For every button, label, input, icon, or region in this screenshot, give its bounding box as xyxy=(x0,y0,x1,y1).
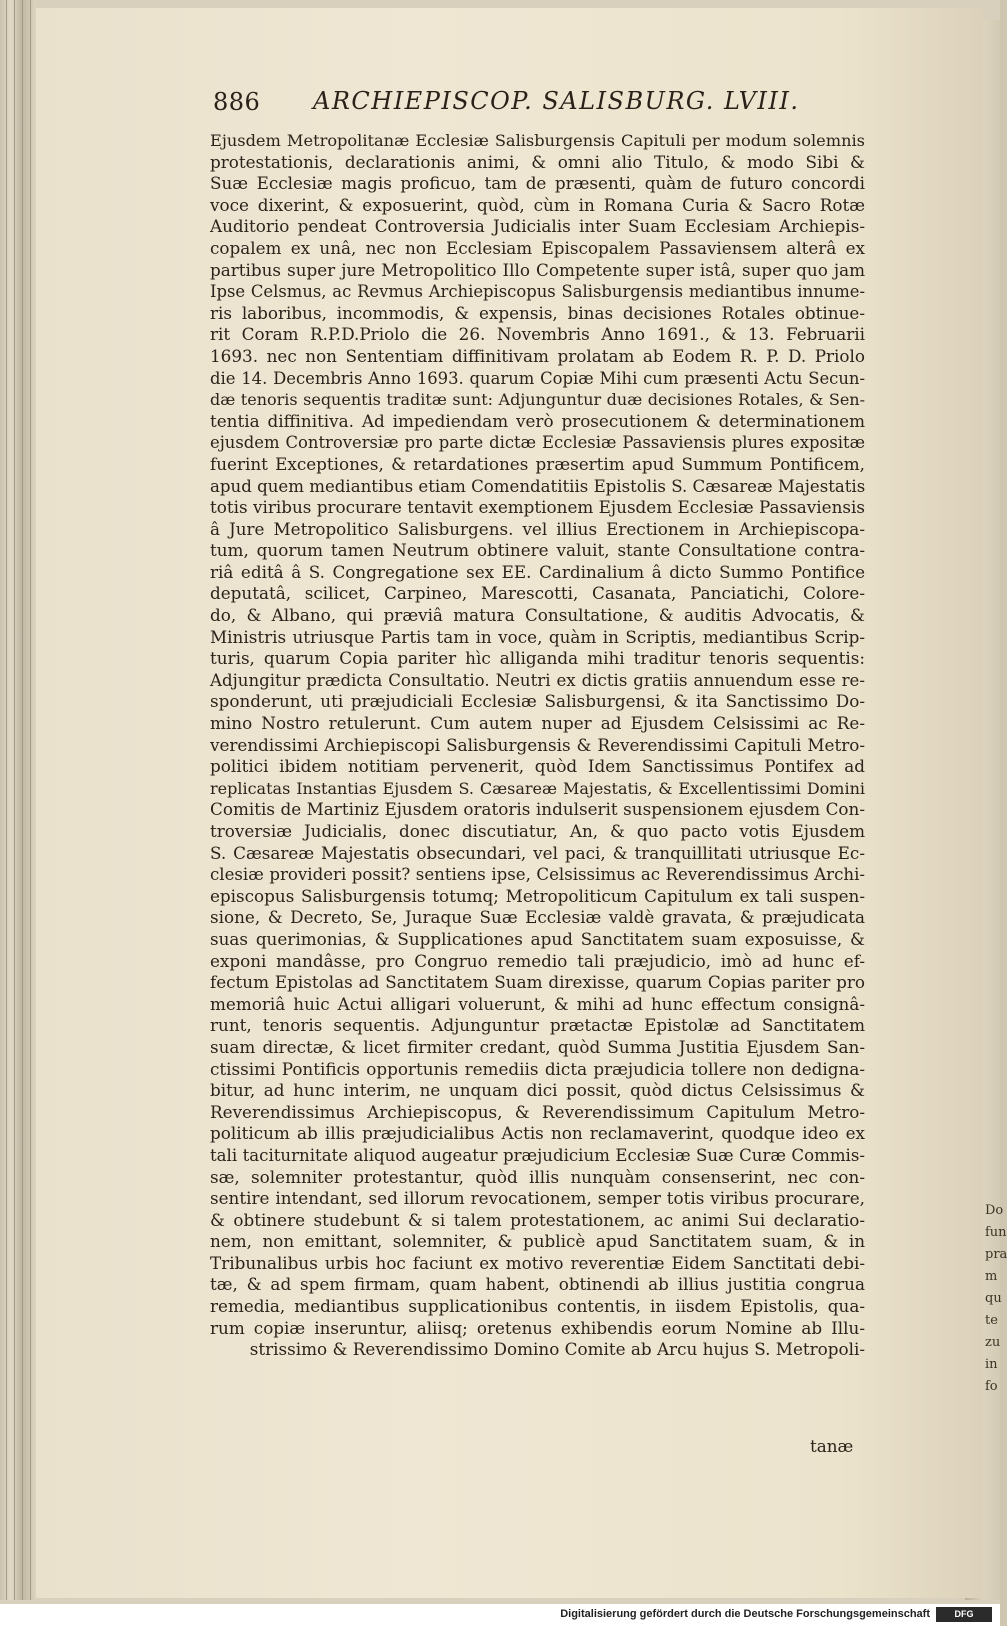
text-line: riâ editâ â S. Congregatione sex EE. Cardinalium â dicto Summo Pontifice xyxy=(210,561,865,582)
text-line: Adjungitur prædicta Consultatio. Neutri ex dictis gratiis annuendum esse re- xyxy=(210,670,865,690)
text-line: ejusdem Controversiæ pro parte dictæ Ecclesiæ Passaviensis plures expositæ xyxy=(210,433,865,453)
text-line: protestationis, declarationis animi, & omni alio Titulo, & modo Sibi & xyxy=(210,151,865,172)
text-line: ris laboribus, incommodis, & expensis, binas decisiones Rotales obtinue- xyxy=(210,302,865,323)
text-line: deputatâ, scilicet, Carpineo, Marescotti, Casanata, Panciatichi, Colore- xyxy=(210,583,865,604)
text-line: copalem ex unâ, nec non Ecclesiam Episcopalem Passaviensem alterâ ex xyxy=(210,237,865,258)
text-line: Ipse Celsmus, ac Revmus Archiepiscopus Salisburgensis mediantibus innume- xyxy=(210,282,865,302)
text-line: bitur, ad hunc interim, ne unquam dici possit, quòd dictus Celsissimus & xyxy=(210,1080,865,1101)
text-line: voce dixerint, & exposuerint, quòd, cùm in Romana Curia & Sacro Rotæ xyxy=(210,194,865,215)
text-line: Tribunalibus urbis hoc faciunt ex motivo reverentiæ Eidem Sanctitati debi- xyxy=(210,1252,865,1273)
text-line: mino Nostro retulerunt. Cum autem nuper ad Ejusdem Celsissimi ac Re- xyxy=(210,713,865,734)
text-line: apud quem mediantibus etiam Comendatitiis Epistolis S. Cæsareæ Majestatis xyxy=(210,476,866,496)
text-line: ctissimi Pontificis opportunis remediis dicta præjudicia tollere non dedigna- xyxy=(210,1058,865,1079)
text-line: troversiæ Judicialis, donec discutiatur, An, & quo pacto votis Ejusdem xyxy=(210,821,865,841)
text-line: nem, non emittant, solemniter, & publicè apud Sanctitatem suam, & in xyxy=(210,1231,865,1252)
text-line: politici ibidem notitiam pervenerit, quòd Idem Sanctissimus Pontifex ad xyxy=(210,756,865,777)
text-line: die 14. Decembris Anno 1693. quarum Copiæ Mihi cum præsenti Actu Secun- xyxy=(210,368,865,388)
text-line: memoriâ huic Actui alligari voluerunt, & mihi ad hunc effectum consignâ- xyxy=(210,993,865,1014)
text-line: tum, quorum tamen Neutrum obtinere valuit, stante Consultatione contra- xyxy=(210,540,865,561)
text-line: sponderunt, uti præjudiciali Ecclesiæ Salisburgensi, & ita Sanctissimo Do- xyxy=(210,691,865,712)
text-line: clesiæ provideri possit? sentiens ipse, Celsissimus ac Reverendissimus Archi- xyxy=(210,865,865,885)
text-line: sione, & Decreto, Se, Juraque Suæ Ecclesiæ valdè gravata, & præjudicata xyxy=(210,907,865,928)
text-line: sentire intendant, sed illorum revocationem, semper totis viribus procurare, xyxy=(210,1188,865,1209)
text-line: S. Cæsareæ Majestatis obsecundari, vel paci, & tranquillitati utriusque Ec- xyxy=(210,842,865,863)
adjacent-page-text: Do fun pra m qu te zu in fo xyxy=(985,1203,1007,1394)
text-line: Ejusdem Metropolitanæ Ecclesiæ Salisburgensis Capituli per modum solemnis xyxy=(210,131,865,150)
page-number: 886 xyxy=(213,88,261,116)
text-line: dæ tenoris sequentis traditæ sunt: Adjunguntur duæ decisiones Rotales, & Sen- xyxy=(210,390,865,410)
text-line: tali taciturnitate aliquod augeatur præjudicium Ecclesiæ Suæ Curæ Commis- xyxy=(210,1145,865,1165)
text-line: episcopus Salisburgensis totumq; Metropoliticum Capitulum ex tali suspen- xyxy=(210,885,865,906)
text-line: Reverendissimus Archiepiscopus, & Reverendissimum Capitulum Metro- xyxy=(210,1101,865,1122)
text-line: rum copiæ inseruntur, aliisq; oretenus exhibendis eorum Nomine ab Illu- xyxy=(210,1317,865,1338)
text-line: turis, quarum Copia pariter hìc alliganda mihi traditur tenoris sequentis: xyxy=(210,648,865,669)
text-line: politicum ab illis præjudicialibus Actis non reclamaverint, quodque ideo ex xyxy=(210,1123,865,1144)
spine-edge-line xyxy=(30,0,31,1600)
spine-edge-line xyxy=(14,0,15,1600)
text-line: do, & Albano, qui præviâ matura Consultatione, & auditis Advocatis, & xyxy=(210,605,865,626)
page-header xyxy=(213,88,813,116)
text-line: Comitis de Martiniz Ejusdem oratoris indulserit suspensionem ejusdem Con- xyxy=(210,799,865,820)
running-title: ARCHIEPISCOP. SALISBURG. LVIII. xyxy=(313,87,800,115)
text-line: verendissimi Archiepiscopi Salisburgensis & Reverendissimi Capituli Metro- xyxy=(210,734,865,755)
catchword: tanæ xyxy=(810,1436,854,1456)
text-line: totis viribus procurare tentavit exemptionem Ejusdem Ecclesiæ Passaviensis xyxy=(210,497,865,518)
text-line: suam directæ, & licet firmiter credant, quòd Summa Justitia Ejusdem San- xyxy=(210,1036,865,1057)
text-line: remedia, mediantibus supplicationibus contentis, in iisdem Epistolis, qua- xyxy=(210,1296,865,1317)
text-line: tentia diffinitiva. Ad impediendam verò prosecutionem & determinationem xyxy=(210,410,865,431)
text-line: â Jure Metropolitico Salisburgens. vel illius Erectionem in Archiepiscopa- xyxy=(210,518,865,539)
text-line: Ministris utriusque Partis tam in voce, quàm in Scriptis, mediantibus Scrip- xyxy=(210,626,865,647)
funding-notice: Digitalisierung gefördert durch die Deutsche Forschungsgemeinschaft xyxy=(560,1608,930,1620)
text-line: 1693. nec non Sententiam diffinitivam prolatam ab Eodem R. P. D. Priolo xyxy=(210,345,865,366)
text-line: replicatas Instantias Ejusdem S. Cæsareæ Majestatis, & Excellentissimi Domini xyxy=(210,778,865,798)
text-line: Auditorio pendeat Controversia Judicialis inter Suam Ecclesiam Archiepis- xyxy=(210,216,865,237)
text-line: partibus super jure Metropolitico Illo Competente super istâ, super quo jam xyxy=(210,259,865,280)
text-line: tæ, & ad spem firmam, quam habent, obtinendi ab illius justitia congrua xyxy=(210,1274,865,1295)
footer-bar xyxy=(0,1604,1000,1626)
text-line: fuerint Exceptiones, & retardationes præsertim apud Summum Pontificem, xyxy=(210,453,865,474)
book-spine xyxy=(0,0,36,1600)
text-line: & obtinere studebunt & si talem protestationem, ac animi Sui declaratio- xyxy=(210,1209,865,1230)
text-line: exponi mandâsse, pro Congruo remedio tali præjudicio, imò ad hunc ef- xyxy=(210,950,865,971)
dfg-logo: DFG xyxy=(936,1607,992,1622)
text-line: runt, tenoris sequentis. Adjunguntur prætactæ Epistolæ ad Sanctitatem xyxy=(210,1015,865,1036)
text-line: strissimo & Reverendissimo Domino Comite ab Arcu hujus S. Metropoli- xyxy=(249,1339,865,1360)
spine-edge-line xyxy=(6,0,7,1600)
text-line: rit Coram R.P.D.Priolo die 26. Novembris Anno 1691., & 13. Februarii xyxy=(210,324,865,345)
text-line: sæ, solemniter protestantur, quòd illis nunquàm consenserint, nec con- xyxy=(210,1166,865,1187)
text-line: fectum Epistolas ad Sanctitatem Suam direxisse, quarum Copias pariter pro xyxy=(210,972,865,993)
text-line: Suæ Ecclesiæ magis proficuo, tam de præsenti, quàm de futuro concordi xyxy=(210,173,865,194)
text-line: suas querimonias, & Supplicationes apud Sanctitatem suam exposuisse, & xyxy=(210,928,865,949)
body-text xyxy=(210,130,865,1361)
spine-edge-line xyxy=(22,0,23,1600)
